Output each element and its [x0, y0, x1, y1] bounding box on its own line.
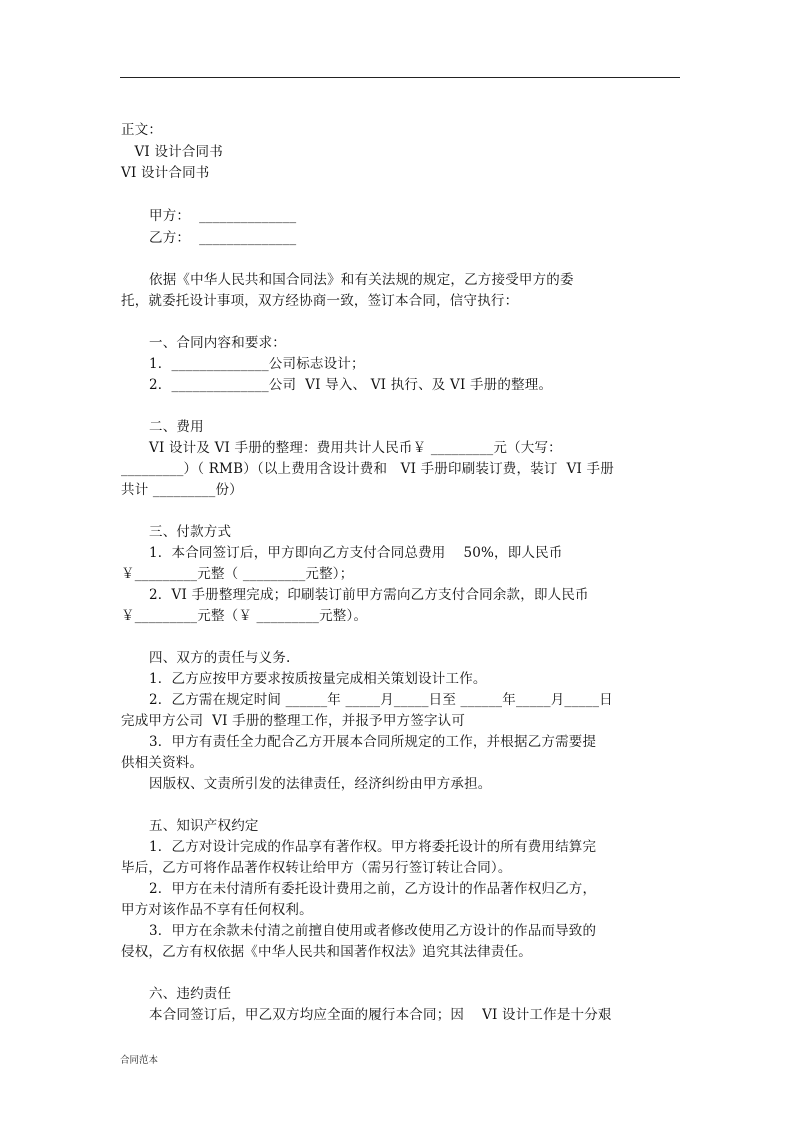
section-4-item-3-cont: 供相关资料。 — [121, 755, 204, 771]
title: VI 设计合同书 — [121, 165, 210, 181]
section-3-item-1: 1．本合同签订后，甲方即向乙方支付合同总费用 50%，即人民币 — [149, 545, 563, 561]
section-4-item-4: 因版权、文责所引发的法律责任，经济纠纷由甲方承担。 — [149, 776, 492, 792]
section-1-item-2: 2．______________公司 VI 导入、 VI 执行、及 VI 手册的整理。 — [149, 377, 553, 393]
section-2-line-1: VI 设计及 VI 手册的整理：费用共计人民币￥ _________元（大写： — [149, 440, 562, 456]
section-4-item-3: 3．甲方有责任全力配合乙方开展本合同所规定的工作，并根据乙方需要提 — [149, 734, 597, 750]
preamble-line-2: 托，就委托设计事项，双方经协商一致，签订本合同，信守执行： — [121, 293, 519, 309]
header-rule — [120, 77, 680, 78]
footer-label: 合同范本 — [120, 1055, 159, 1066]
section-2-line-3: 共计 _________份） — [121, 482, 243, 498]
label-zhengwen: 正文： — [121, 122, 163, 138]
section-5-item-3-cont: 侵权，乙方有权依据《中华人民共和国著作权法》追究其法律责任。 — [121, 944, 532, 960]
section-4-item-1: 1．乙方应按甲方要求按质按量完成相关策划设计工作。 — [149, 671, 487, 687]
section-3-item-1-cont: ￥_________元整（ _________元整）； — [121, 566, 354, 582]
title-indented: VI 设计合同书 — [121, 144, 223, 160]
party-a-line: 甲方： ______________ — [149, 208, 297, 224]
section-4-heading: 四、双方的责任与义务. — [149, 650, 291, 666]
section-4-item-2: 2．乙方需在规定时间 ______年 _____月_____日至 ______年_____月_____日 — [149, 692, 613, 708]
section-5-item-1-cont: 毕后，乙方可将作品著作权转让给甲方（需另行签订转让合同）。 — [121, 860, 512, 876]
section-1-heading: 一、合同内容和要求： — [149, 335, 286, 351]
section-5-heading: 五、知识产权约定 — [149, 818, 259, 834]
section-5-item-2: 2．甲方在未付清所有委托设计费用之前，乙方设计的作品著作权归乙方， — [149, 881, 597, 897]
section-2-line-2: _________）（ RMB）（以上费用含设计费和 VI 手册印刷装订费，装订 VI 手册 — [121, 461, 614, 477]
section-1-item-1: 1．______________公司标志设计； — [149, 356, 365, 372]
preamble-line-1: 依据《中华人民共和国合同法》和有关法规的规定，乙方接受甲方的委 — [149, 272, 574, 288]
section-2-heading: 二、费用 — [149, 419, 204, 435]
party-b-line: 乙方： ______________ — [149, 230, 297, 246]
section-5-item-1: 1．乙方对设计完成的作品享有著作权。甲方将委托设计的所有费用结算完 — [149, 839, 597, 855]
section-4-item-2-cont: 完成甲方公司 VI 手册的整理工作，并报予甲方签字认可 — [121, 713, 466, 729]
section-3-heading: 三、付款方式 — [149, 524, 232, 540]
section-5-item-3: 3．甲方在余款未付清之前擅自使用或者修改使用乙方设计的作品而导致的 — [149, 923, 597, 939]
section-5-item-2-cont: 甲方对该作品不享有任何权利。 — [121, 902, 313, 918]
section-3-item-2-cont: ￥_________元整（￥ _________元整）。 — [121, 608, 368, 624]
section-3-item-2: 2．VI 手册整理完成；印刷装订前甲方需向乙方支付合同余款，即人民币 — [149, 587, 589, 603]
section-6-line-1: 本合同签订后，甲乙双方均应全面的履行本合同；因 VI 设计工作是十分艰 — [149, 1007, 612, 1023]
section-6-heading: 六、违约责任 — [149, 986, 232, 1002]
